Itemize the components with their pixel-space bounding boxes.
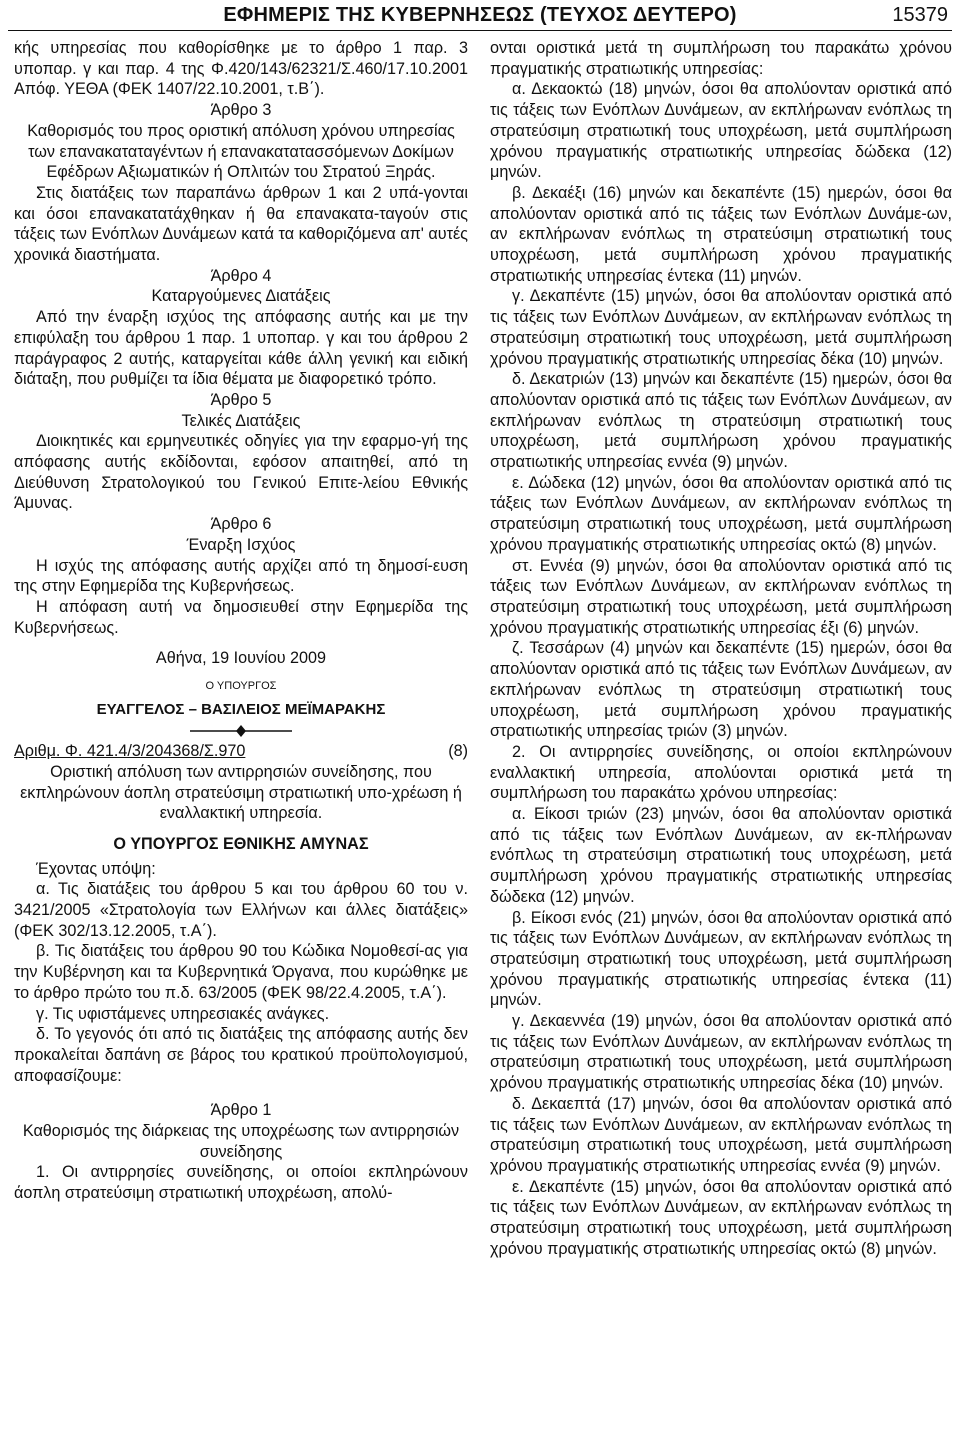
- article-1-title: Άρθρο 1: [210, 1101, 272, 1120]
- decision-title: Οριστική απόλυση των αντιρρησιών συνείδησης, που εκπληρώνουν άοπλη στρατεύσιμη στρατιωτική υπο-χρέωση ή εναλλακτική υπηρεσία.: [20, 762, 462, 823]
- intro-paragraph: κής υπηρεσίας που καθορίσθηκε με το άρθρο 1 παρ. 3 υποπαρ. γ και παρ. 4 της Φ.420/143/62321/Σ.460/17.10.2001 Απόφ. ΥΕΘΑ (ΦΕΚ 1407/22.10.2001, τ.Β΄).: [14, 39, 468, 99]
- para-1-item-e: ε. Δώδεκα (12) μηνών, όσοι θα απολύονταν οριστικά από τις τάξεις των Ενόπλων Δυνάμεων, αν εκπλήρωναν ενόπλως τη στρατεύσιμη στρατιωτική τους υποχρέωση, μετά συμπλήρωση χρόνου πραγματικής στρατιωτικής υπηρεσίας οκτώ (8) μηνών.: [490, 473, 952, 554]
- para-2-item-a: α. Είκοσι τριών (23) μηνών, όσοι θα απολύονταν οριστικά από τις τάξεις των Ενόπλων Δυνάμεων, αν εκ-πλήρωναν ενόπλως τη στρατεύσιμη στρατιωτική τους υποχρέωση, μετά συμπλήρωση χρόνου πραγματικής στρατιωτικής υπηρεσίας δώδεκα (12) μηνών.: [490, 805, 952, 906]
- page-number: 15379: [892, 4, 948, 26]
- article-5-title: Άρθρο 5: [210, 390, 272, 409]
- paragraph-2: 2. Οι αντιρρησίες συνείδησης, οι οποίοι εκπληρώνουν εναλλακτική υπηρεσία, απολύονται οριστικά μετά τη συμπλήρωση του παρακάτω χρόνου υπηρεσίας:: [490, 742, 952, 803]
- reference-line: [14, 741, 468, 762]
- considerations-item-c: γ. Τις υφιστάμενες υπηρεσιακές ανάγκες.: [36, 1004, 330, 1023]
- article-3-text: Στις διατάξεις των παραπάνω άρθρων 1 και 2 υπά-γονται και όσοι επανακατατάχθηκαν ή θα επανακατα-ταγούν στις τάξεις των Ενόπλων Δυνάμεων κατά τα καθοριζόμενα απ' αυτές χρονικά διαστήματα.: [14, 183, 468, 265]
- continuation-paragraph: ονται οριστικά μετά τη συμπλήρωση του παρακάτω χρόνου πραγματικής στρατιωτικής υπηρεσίας:: [490, 39, 952, 78]
- having-regard: Έχοντας υπόψη:: [36, 859, 156, 878]
- minister-label: Ο ΥΠΟΥΡΓΟΣ: [205, 680, 277, 693]
- left-column: [14, 38, 468, 1204]
- reference-number: Αριθμ. Φ. 421.4/3/204368/Σ.970: [14, 742, 246, 761]
- right-column: [490, 38, 952, 1259]
- gazette-title: ΕΦΗΜΕΡΙΣ ΤΗΣ ΚΥΒΕΡΝΗΣΕΩΣ (ΤΕΥΧΟΣ ΔΕΥΤΕΡΟ): [223, 4, 737, 26]
- issuer-heading: Ο ΥΠΟΥΡΓΟΣ ΕΘΝΙΚΗΣ ΑΜΥΝΑΣ: [113, 834, 369, 853]
- para-2-item-b: β. Είκοσι ενός (21) μηνών, όσοι θα απολύονταν οριστικά από τις τάξεις των Ενόπλων Δυνάμεων, αν εκπλήρωναν ενόπλως τη στρατεύσιμη στρατιωτική τους υποχρέωση, μετά συμπλήρωση χρόνου πραγματικής στρατιωτικής υπηρεσίας έντεκα (11) μηνών.: [490, 908, 952, 1010]
- article-4-text: Από την έναρξη ισχύος της απόφασης αυτής και με την επιφύλαξη του άρθρου 1 παρ. 1 υποπαρ. γ και του άρθρου 2 παράγραφος 2 αυτής, καταργείται κάθε άλλη γενική και ειδική διάταξη, που ρυθμίζει τα ίδια θέματα με διαφορετικό τρόπο.: [14, 308, 468, 389]
- minister-name: ΕΥΑΓΓΕΛΟΣ – ΒΑΣΙΛΕΙΟΣ ΜΕΪΜΑΡΑΚΗΣ: [96, 701, 386, 719]
- article-3-title: Άρθρο 3: [210, 101, 272, 120]
- article-1-subtitle: Καθορισμός της διάρκειας της υποχρέωσης των αντιρρησιών συνείδησης: [22, 1122, 460, 1161]
- article-1-text: 1. Οι αντιρρησίες συνείδησης, οι οποίοι εκπληρώνουν άοπλη στρατεύσιμη στρατιωτική υποχρέωση, απολύ-: [14, 1163, 468, 1203]
- article-6-text-1: Η ισχύς της απόφασης αυτής αρχίζει από τη δημοσί-ευση της στην Εφημερίδα της Κυβερνήσεως.: [14, 556, 468, 596]
- para-1-item-b: β. Δεκαέξι (16) μηνών και δεκαπέντε (15) ημερών, όσοι θα απολύονταν οριστικά από τις τάξεις των Ενόπλων Δυνάμε-ων, αν εκπλήρωναν ενόπλως τη στρατεύσιμη στρατιωτική τους υποχρέωση, μετά συμπλήρωση χρόνου πραγματικής στρατιωτικής υπηρεσίας έντεκα (11) μηνών.: [490, 183, 952, 285]
- article-5-text: Διοικητικές και ερμηνευτικές οδηγίες για την εφαρμο-γή της απόφασης αυτής εκδίδονται, εφόσον απαιτηθεί, από τη Διεύθυνση Στρατολογικού του Γενικού Επιτε-λείου Εθνικής Άμυνας.: [14, 432, 468, 513]
- para-1-item-c: γ. Δεκαπέντε (15) μηνών, όσοι θα απολύονταν οριστικά από τις τάξεις των Ενόπλων Δυνάμεων, αν εκπλήρωναν ενόπλως τη στρατεύσιμη στρατιωτική τους υποχρέωση, μετά συμπλήρωση χρόνου πραγματικής στρατιωτικής υπηρεσίας δέκα (10) μηνών.: [490, 287, 952, 368]
- para-1-item-a: α. Δεκαοκτώ (18) μηνών, όσοι θα απολύονταν οριστικά από τις τάξεις των Ενόπλων Δυνάμεων, αν εκπλήρωναν ενόπλως τη στρατεύσιμη στρατιωτική τους υποχρέωση, μετά συμπλήρωση χρόνου πραγματικής στρατιωτικής υπηρεσίας δώδεκα (12) μηνών.: [490, 80, 952, 182]
- header-rule: [8, 30, 952, 31]
- reference-index: (8): [448, 742, 468, 761]
- para-1-item-z: ζ. Τεσσάρων (4) μηνών και δεκαπέντε (15) ημερών, όσοι θα απολύονταν οριστικά από τις τάξεις των Ενόπλων Δυνάμεων, αν εκπλήρωναν ενόπλως τη στρατεύσιμη στρατιωτική τους υποχρέωση, μετά συμπλήρωση χρόνου πραγματικής στρατιωτικής υπηρεσίας τριών (3) μηνών.: [490, 639, 952, 741]
- para-1-item-d: δ. Δεκατριών (13) μηνών και δεκαπέντε (15) ημερών, όσοι θα απολύονταν οριστικά από τις τάξεις των Ενόπλων Δυνάμεων, αν εκπλήρωναν ενόπλως τη στρατεύσιμη στρατιωτική τους υποχρέωση, μετά συμπλήρωση χρόνου πραγματικής στρατιωτικής υπηρεσίας εννέα (9) μηνών.: [490, 370, 952, 472]
- article-6-subtitle: Έναρξη Ισχύος: [186, 535, 296, 554]
- article-4-title: Άρθρο 4: [210, 266, 272, 285]
- para-2-item-c: γ. Δεκαεννέα (19) μηνών, όσοι θα απολύονταν οριστικά από τις τάξεις των Ενόπλων Δυνάμεων, αν εκπλήρωναν ενόπλως τη στρατεύσιμη στρατιωτική τους υποχρέωση, μετά συμπλήρωση χρόνου πραγματικής στρατιωτικής υπηρεσίας δέκα (10) μηνών.: [490, 1012, 952, 1093]
- para-2-item-d: δ. Δεκαεπτά (17) μηνών, όσοι θα απολύονταν οριστικά από τις τάξεις των Ενόπλων Δυνάμεων, αν εκπλήρωναν ενόπλως τη στρατεύσιμη στρατιωτική τους υποχρέωση, μετά συμπλήρωση χρόνου πραγματικής στρατιωτικής υπηρεσίας εννέα (9) μηνών.: [490, 1094, 952, 1175]
- date-line: Αθήνα, 19 Ιουνίου 2009: [155, 649, 327, 668]
- article-6-title: Άρθρο 6: [210, 515, 272, 534]
- page-header: [0, 4, 960, 30]
- considerations-item-b: β. Τις διατάξεις του άρθρου 90 του Κώδικα Νομοθεσί-ας για την Κυβέρνηση και τα Κυβερνητικά Όργανα, που κυρώθηκε με το άρθρο πρώτο του π.δ. 63/2005 (ΦΕΚ 98/22.4.2005, τ.Α΄).: [14, 942, 468, 1002]
- decision-divider: [14, 721, 468, 741]
- article-3-subtitle: Καθορισμός του προς οριστική απόλυση χρόνου υπηρεσίας των επανακαταταγέντων ή επανακατατασσόμενων Δοκίμων Εφέδρων Αξιωματικών ή Οπλιτών του Στρατού Ξηράς.: [27, 121, 455, 182]
- para-2-item-e: ε. Δεκαπέντε (15) μηνών, όσοι θα απολύονταν οριστικά από τις τάξεις των Ενόπλων Δυνάμεων, αν εκπλήρωναν ενόπλως τη στρατεύσιμη στρατιωτική τους υποχρέωση, μετά συμπλήρωση χρόνου πραγματικής στρατιωτικής υπηρεσίας οκτώ (8) μηνών.: [490, 1177, 952, 1258]
- article-5-subtitle: Τελικές Διατάξεις: [181, 411, 301, 430]
- article-6-text-2: Η απόφαση αυτή να δημοσιευθεί στην Εφημερίδα της Κυβερνήσεως.: [14, 597, 468, 637]
- considerations-item-a: α. Τις διατάξεις του άρθρου 5 και του άρθρου 60 του ν. 3421/2005 «Στρατολογία των Ελλήνων και άλλες διατάξεις» (ΦΕΚ 302/13.12.2005, τ.Α΄).: [14, 880, 468, 940]
- article-4-subtitle: Καταργούμενες Διατάξεις: [151, 287, 331, 306]
- para-1-item-st: στ. Εννέα (9) μηνών, όσοι θα απολύονταν οριστικά από τις τάξεις των Ενόπλων Δυνάμεων, αν εκπλήρωναν ενόπλως τη στρατεύσιμη στρατιωτική τους υποχρέωση, μετά συμπλήρωση χρόνου πραγματικής στρατιωτικής υπηρεσίας έξι (6) μηνών.: [490, 556, 952, 637]
- considerations-item-d: δ. Το γεγονός ότι από τις διατάξεις της απόφασης αυτής δεν προκαλείται δαπάνη σε βάρος του κρατικού προϋπολογισμού, αποφασίζουμε:: [14, 1025, 468, 1085]
